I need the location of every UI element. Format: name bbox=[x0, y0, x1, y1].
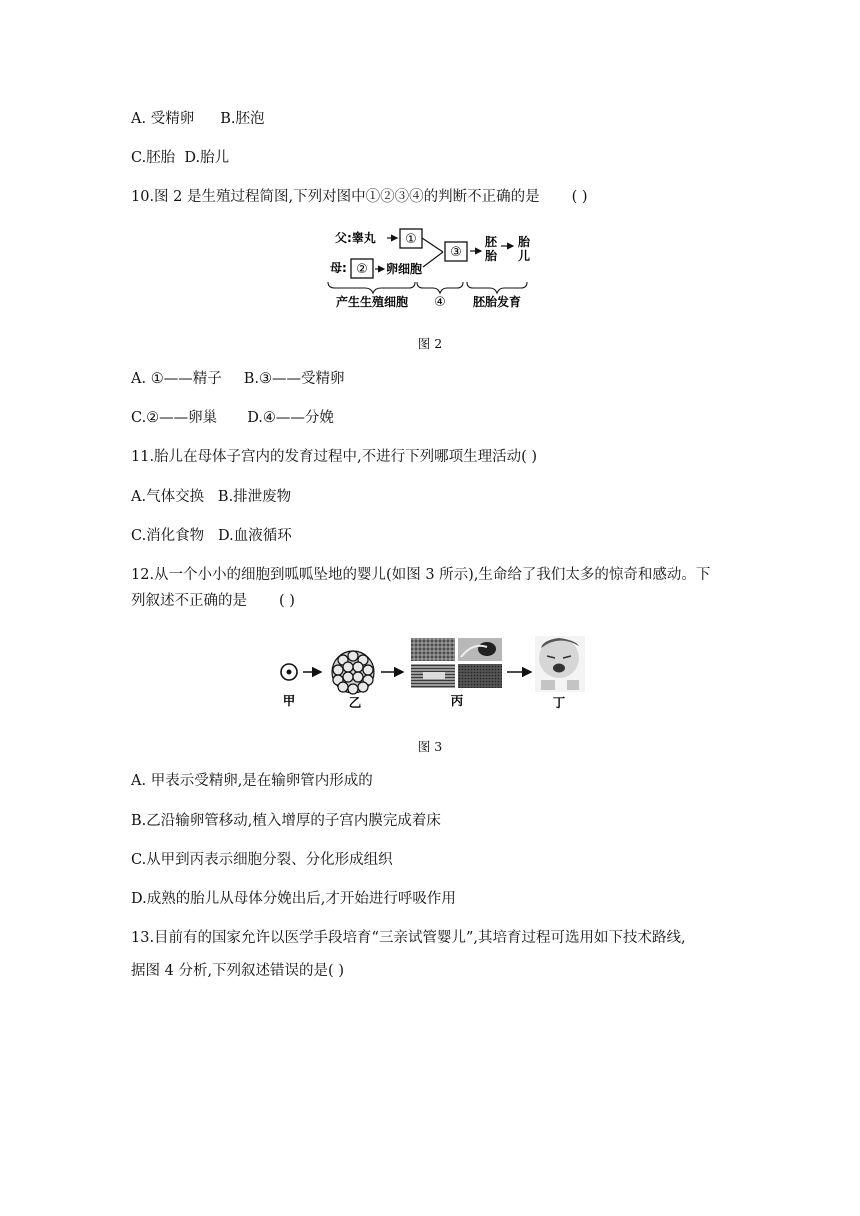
q9-options-row-2 bbox=[131, 147, 229, 169]
label-yi: 乙 bbox=[348, 695, 362, 710]
figure-3-caption: 图 3 bbox=[417, 739, 443, 754]
q11-options-row-2 bbox=[131, 525, 292, 547]
q12-stem-line-1: 12.从一个小小的细胞到呱呱坠地的婴儿(如图 3 所示),生命给了我们太多的惊奇和感动。下 bbox=[131, 567, 711, 583]
zygote-icon bbox=[281, 664, 297, 680]
q10-option-c: C.②——卵巢 bbox=[131, 410, 218, 426]
brace-1 bbox=[328, 282, 415, 293]
fetus-label: 胎儿 bbox=[518, 235, 531, 263]
baby-image bbox=[535, 636, 585, 692]
q10-option-a: A. ①——精子 bbox=[131, 371, 222, 387]
figure-2-diagram bbox=[325, 222, 540, 312]
q11-option-c: C.消化食物 bbox=[131, 528, 205, 544]
mother-label: 母: bbox=[330, 261, 347, 275]
label-bing: 丙 bbox=[450, 693, 464, 708]
q12-answer-paren: ( ) bbox=[279, 593, 295, 609]
figure-3-diagram bbox=[275, 632, 595, 712]
brace-3 bbox=[467, 282, 527, 293]
box-2-label: ② bbox=[356, 262, 368, 277]
q10-options-row-1 bbox=[131, 368, 344, 390]
q9-option-a: A. 受精卵 bbox=[131, 111, 195, 127]
q11-option-d: D.血液循环 bbox=[218, 528, 292, 544]
q10-option-b: B.③——受精卵 bbox=[243, 371, 345, 387]
q13-stem-line-1: 13.目前有的国家允许以医学手段培育“三亲试管婴儿”,其培育过程可选用如下技术路线, bbox=[131, 930, 686, 946]
q10-answer-paren: ( ) bbox=[571, 189, 588, 205]
box-3-label: ③ bbox=[450, 245, 462, 260]
q11-options-row-1 bbox=[131, 486, 291, 508]
q10-stem: 10.图 2 是生殖过程简图,下列对图中①②③④的判断不正确的是 ( ) bbox=[131, 189, 588, 205]
q12-option-c: C.从甲到丙表示细胞分裂、分化形成组织 bbox=[131, 852, 393, 868]
label-ding: 丁 bbox=[552, 695, 566, 710]
q9-option-d: D.胎儿 bbox=[184, 150, 230, 166]
father-label: 父:睾丸 bbox=[335, 231, 376, 245]
q9-options-row-1 bbox=[131, 108, 264, 130]
box-1-label: ① bbox=[405, 232, 417, 247]
q12-option-a: A. 甲表示受精卵,是在输卵管内形成的 bbox=[131, 773, 373, 789]
group-label-1: 产生生殖细胞 bbox=[335, 295, 409, 309]
q11-option-a: A.气体交换 bbox=[131, 489, 205, 505]
q13-stem-line-2: 据图 4 分析,下列叙述错误的是( ) bbox=[131, 963, 344, 979]
q11-option-b: B.排泄废物 bbox=[217, 489, 292, 505]
brace-2 bbox=[417, 282, 463, 293]
tissues-image bbox=[411, 638, 502, 688]
q10-options-row-2 bbox=[131, 407, 334, 429]
label-jia: 甲 bbox=[282, 693, 296, 708]
morula-icon bbox=[332, 651, 374, 694]
q12-stem-line-2: 列叙述不正确的是 ( ) bbox=[131, 593, 295, 609]
group-label-2: ④ bbox=[434, 295, 446, 310]
embryo-label: 胚胎 bbox=[485, 235, 498, 263]
q9-option-b: B.胚泡 bbox=[220, 111, 265, 127]
q10-option-d: D.④——分娩 bbox=[247, 410, 334, 426]
figure-2-caption: 图 2 bbox=[417, 336, 443, 351]
q11-stem: 11.胎儿在母体子宫内的发育过程中,不进行下列哪项生理活动( ) bbox=[131, 449, 538, 465]
group-label-3: 胚胎发育 bbox=[472, 295, 522, 309]
q9-option-c: C.胚胎 bbox=[131, 150, 176, 166]
egg-cell-label: 卵细胞 bbox=[386, 262, 423, 276]
q12-option-b: B.乙沿输卵管移动,植入增厚的子宫内膜完成着床 bbox=[131, 813, 441, 829]
q12-option-d: D.成熟的胎儿从母体分娩出后,才开始进行呼吸作用 bbox=[131, 891, 456, 907]
